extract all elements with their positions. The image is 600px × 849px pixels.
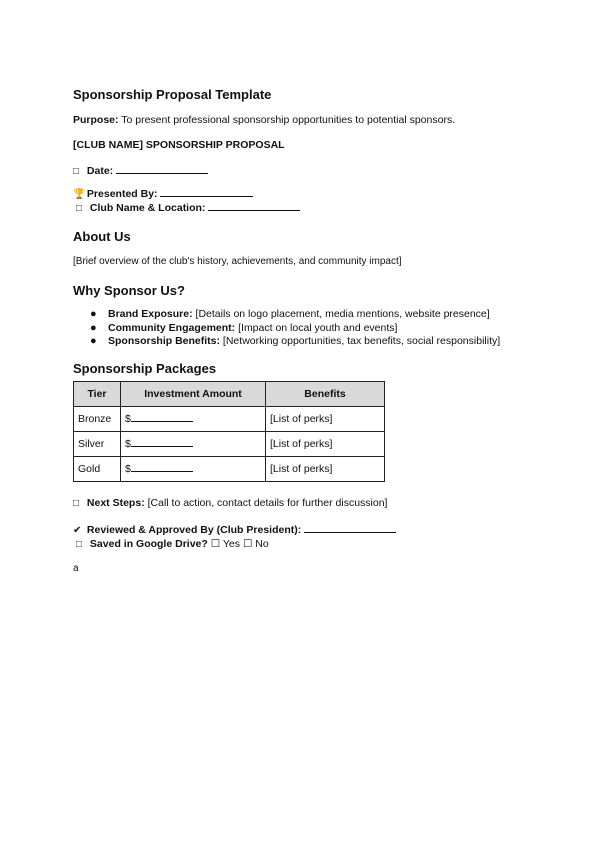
table-row [74, 457, 385, 482]
trophy-icon: 🏆 [73, 189, 86, 200]
table-header-row [74, 382, 385, 407]
next-steps-text: [Call to action, contact details for further discussion] [144, 497, 388, 509]
bullet-text: [Impact on local youth and events] [235, 321, 398, 334]
amount-symbol: $ [125, 413, 131, 425]
club-name-label: Club Name & Location: [89, 202, 206, 214]
benefits-list [90, 308, 500, 349]
header-benefits: Benefits [266, 382, 385, 407]
packages-table [73, 381, 385, 482]
list-item [90, 322, 500, 336]
benefits-cell: [List of perks] [266, 432, 385, 457]
presented-by-label: Presented By: [86, 188, 158, 200]
bullet-text: [Details on logo placement, media mentions, website presence] [192, 308, 490, 320]
box-icon: □ [76, 539, 83, 550]
checkmark-icon: ✔ [73, 525, 82, 536]
tier-cell: Silver [74, 432, 121, 457]
header-tier: Tier [74, 382, 121, 407]
saved-label: Saved in Google Drive? [89, 538, 208, 550]
amount-cell [121, 457, 266, 482]
date-line [73, 165, 208, 177]
amount-blank [131, 471, 193, 472]
amount-symbol: $ [125, 463, 131, 475]
club-name-blank [208, 210, 300, 211]
tier-cell: Gold [74, 457, 121, 482]
document-title: Sponsorship Proposal Template [73, 87, 272, 102]
bullet-icon: ● [90, 308, 97, 320]
about-text: [Brief overview of the club's history, achievements, and community impact] [73, 256, 402, 267]
list-item [90, 335, 500, 349]
yes-checkbox-icon[interactable]: ☐ [210, 538, 221, 550]
bullet-icon: ● [90, 335, 97, 347]
no-checkbox-icon[interactable]: ☐ [242, 538, 253, 550]
bullet-label: Brand Exposure: [108, 308, 193, 320]
header-investment: Investment Amount [121, 382, 266, 407]
box-icon: □ [73, 166, 80, 177]
date-blank [116, 173, 208, 174]
amount-blank [131, 421, 193, 422]
amount-cell [121, 432, 266, 457]
trailing-text: a [73, 563, 79, 574]
next-steps-line [73, 497, 387, 509]
purpose-label: Purpose: [73, 114, 119, 126]
presented-by-line [73, 188, 253, 200]
reviewed-line [73, 524, 396, 536]
presented-by-blank [160, 196, 253, 197]
box-icon: □ [76, 203, 83, 214]
purpose-text: To present professional sponsorship opportunities to potential sponsors. [118, 114, 456, 126]
proposal-subtitle: [CLUB NAME] SPONSORSHIP PROPOSAL [73, 139, 285, 151]
bullet-label: Sponsorship Benefits: [108, 335, 221, 347]
about-heading: About Us [73, 229, 131, 244]
next-steps-label: Next Steps: [86, 497, 145, 509]
packages-heading: Sponsorship Packages [73, 361, 217, 376]
table-row [74, 432, 385, 457]
list-item [90, 308, 500, 322]
why-heading: Why Sponsor Us? [73, 283, 185, 298]
amount-cell [121, 407, 266, 432]
bullet-icon: ● [90, 321, 97, 334]
purpose-line [73, 114, 455, 126]
benefits-cell: [List of perks] [266, 407, 385, 432]
no-label: No [255, 538, 269, 550]
table-row [74, 407, 385, 432]
yes-label: Yes [222, 538, 241, 550]
bullet-text: [Networking opportunities, tax benefits, social responsibility] [220, 335, 501, 347]
benefits-cell: [List of perks] [266, 457, 385, 482]
bullet-label: Community Engagement: [108, 321, 236, 334]
amount-blank [131, 446, 193, 447]
amount-symbol: $ [125, 438, 131, 450]
club-name-line [76, 202, 300, 214]
reviewed-label: Reviewed & Approved By (Club President): [86, 524, 302, 536]
box-icon: □ [73, 498, 80, 509]
date-label: Date: [86, 165, 114, 177]
reviewed-blank [304, 532, 396, 533]
tier-cell: Bronze [74, 407, 121, 432]
saved-line [76, 538, 269, 550]
